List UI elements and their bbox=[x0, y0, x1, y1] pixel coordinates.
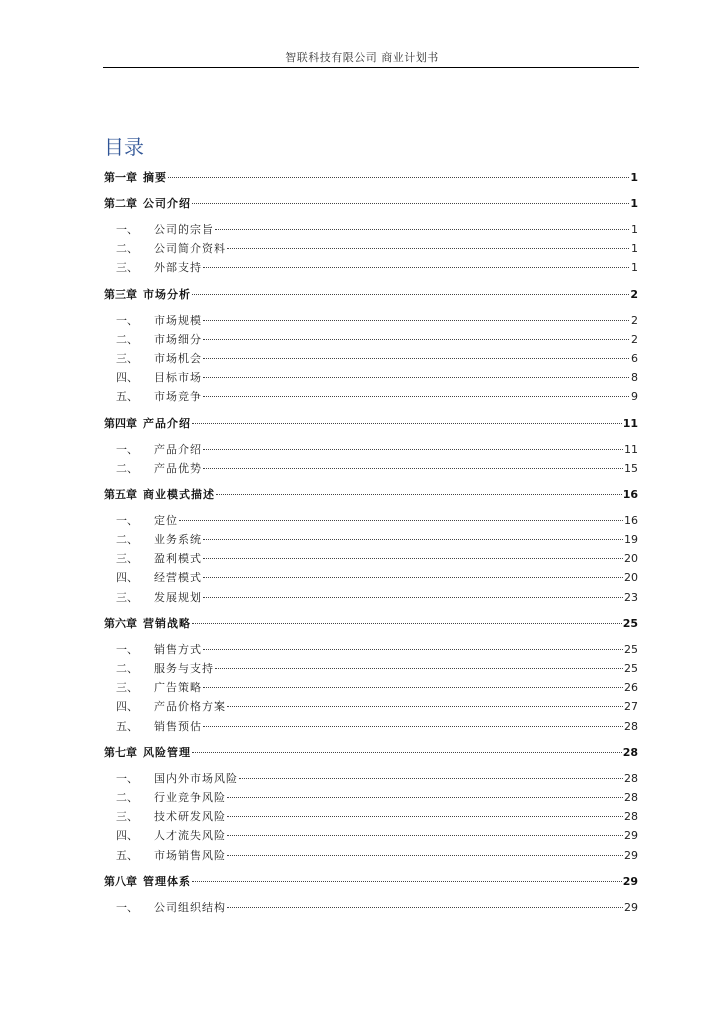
table-of-contents bbox=[104, 168, 638, 917]
section-page-number: 1 bbox=[631, 223, 638, 236]
toc-section-entry[interactable] bbox=[104, 846, 638, 865]
dot-leader bbox=[179, 520, 623, 521]
section-number: 二、 bbox=[116, 461, 138, 475]
section-number: 五、 bbox=[116, 848, 138, 862]
section-number: 四、 bbox=[116, 700, 138, 714]
toc-title: 目录 bbox=[104, 135, 144, 159]
dot-leader bbox=[227, 816, 623, 817]
dot-leader bbox=[227, 835, 623, 836]
chapter-title: 摘要 bbox=[143, 171, 167, 184]
section-title: 公司组织结构 bbox=[154, 900, 226, 914]
section-page-number: 20 bbox=[624, 571, 638, 585]
toc-section-entry[interactable] bbox=[104, 349, 638, 368]
section-title: 公司简介资料 bbox=[154, 242, 226, 256]
section-number: 三、 bbox=[116, 552, 138, 566]
chapter-page-number: 11 bbox=[622, 416, 638, 430]
section-page-number: 2 bbox=[631, 332, 638, 346]
chapter-number: 第四章 bbox=[104, 416, 137, 430]
section-number: 二、 bbox=[116, 662, 138, 675]
dot-leader bbox=[203, 449, 623, 450]
section-page-number: 25 bbox=[624, 642, 638, 656]
chapter-number: 第二章 bbox=[104, 197, 137, 210]
dot-leader bbox=[168, 177, 629, 178]
section-title: 服务与支持 bbox=[154, 662, 214, 675]
toc-section-entry[interactable] bbox=[104, 717, 638, 736]
chapter-page-number: 25 bbox=[622, 616, 638, 630]
dot-leader bbox=[192, 752, 622, 753]
section-title: 外部支持 bbox=[154, 261, 202, 275]
chapter-title: 商业模式描述 bbox=[143, 487, 215, 501]
section-title: 盈利模式 bbox=[154, 552, 202, 566]
section-number: 二、 bbox=[116, 242, 138, 256]
toc-chapter-entry[interactable] bbox=[104, 872, 638, 891]
toc-section-entry[interactable] bbox=[104, 568, 638, 587]
dot-leader bbox=[192, 203, 629, 204]
section-page-number: 8 bbox=[631, 371, 638, 385]
section-title: 产品介绍 bbox=[154, 442, 202, 456]
section-number: 一、 bbox=[116, 513, 138, 527]
dot-leader bbox=[216, 494, 622, 495]
dot-leader bbox=[192, 881, 622, 882]
dot-leader bbox=[203, 597, 623, 598]
section-number: 三、 bbox=[116, 810, 138, 824]
chapter-page-number: 29 bbox=[622, 874, 638, 888]
chapter-title: 公司介绍 bbox=[143, 197, 191, 210]
toc-section-entry[interactable] bbox=[104, 826, 638, 845]
section-number: 一、 bbox=[116, 642, 138, 656]
section-title: 市场竞争 bbox=[154, 390, 202, 404]
dot-leader bbox=[192, 423, 622, 424]
toc-section-entry[interactable] bbox=[104, 258, 638, 277]
section-title: 发展规划 bbox=[154, 590, 202, 604]
section-title: 业务系统 bbox=[154, 533, 202, 547]
dot-leader bbox=[203, 577, 623, 578]
section-page-number: 29 bbox=[624, 848, 638, 862]
toc-section-entry[interactable] bbox=[104, 549, 638, 568]
section-number: 四、 bbox=[116, 829, 138, 843]
dot-leader bbox=[203, 358, 629, 359]
section-number: 二、 bbox=[116, 533, 138, 547]
section-number: 三、 bbox=[116, 351, 138, 365]
toc-section-entry[interactable] bbox=[104, 368, 638, 387]
chapter-page-number: 1 bbox=[630, 171, 638, 184]
toc-section-entry[interactable] bbox=[104, 511, 638, 530]
section-title: 经营模式 bbox=[154, 571, 202, 585]
dot-leader bbox=[203, 726, 623, 727]
chapter-number: 第三章 bbox=[104, 287, 137, 301]
section-number: 三、 bbox=[116, 590, 138, 604]
dot-leader bbox=[192, 623, 622, 624]
section-number: 一、 bbox=[116, 771, 138, 785]
section-number: 一、 bbox=[116, 900, 138, 914]
chapter-page-number: 1 bbox=[630, 197, 638, 210]
section-page-number: 26 bbox=[624, 681, 638, 695]
toc-chapter-entry[interactable] bbox=[104, 485, 638, 504]
dot-leader bbox=[215, 229, 629, 230]
section-page-number: 23 bbox=[624, 590, 638, 604]
toc-section-entry[interactable] bbox=[104, 530, 638, 549]
toc-chapter-entry[interactable] bbox=[104, 194, 638, 213]
toc-section-entry[interactable] bbox=[104, 330, 638, 349]
section-number: 二、 bbox=[116, 332, 138, 346]
chapter-title: 市场分析 bbox=[143, 287, 191, 301]
section-title: 市场细分 bbox=[154, 332, 202, 346]
dot-leader bbox=[203, 267, 629, 268]
section-number: 三、 bbox=[116, 681, 138, 695]
section-number: 五、 bbox=[116, 719, 138, 733]
chapter-number: 第六章 bbox=[104, 616, 137, 630]
dot-leader bbox=[203, 539, 623, 540]
toc-section-entry[interactable] bbox=[104, 640, 638, 659]
toc-section-entry[interactable] bbox=[104, 697, 638, 716]
section-page-number: 28 bbox=[624, 771, 638, 785]
chapter-title: 管理体系 bbox=[143, 874, 191, 888]
chapter-number: 第一章 bbox=[104, 171, 137, 184]
section-number: 二、 bbox=[116, 790, 138, 804]
section-title: 人才流失风险 bbox=[154, 829, 226, 843]
chapter-title: 产品介绍 bbox=[143, 416, 191, 430]
toc-section-entry[interactable] bbox=[104, 220, 638, 239]
toc-section-entry[interactable] bbox=[104, 588, 638, 607]
toc-section-entry[interactable] bbox=[104, 239, 638, 258]
section-page-number: 9 bbox=[631, 390, 638, 404]
toc-chapter-entry[interactable] bbox=[104, 743, 638, 762]
section-page-number: 25 bbox=[624, 662, 638, 675]
chapter-title: 营销战略 bbox=[143, 616, 191, 630]
dot-leader bbox=[203, 396, 629, 397]
dot-leader bbox=[203, 320, 629, 321]
toc-section-entry[interactable] bbox=[104, 659, 638, 678]
toc-section-entry[interactable] bbox=[104, 459, 638, 478]
dot-leader bbox=[203, 687, 623, 688]
section-number: 一、 bbox=[116, 223, 138, 236]
toc-chapter-entry[interactable] bbox=[104, 414, 638, 433]
chapter-page-number: 16 bbox=[622, 487, 638, 501]
section-title: 产品优势 bbox=[154, 461, 202, 475]
toc-chapter-entry[interactable] bbox=[104, 614, 638, 633]
dot-leader bbox=[203, 558, 623, 559]
section-page-number: 1 bbox=[631, 261, 638, 275]
section-title: 国内外市场风险 bbox=[154, 771, 238, 785]
toc-chapter-entry[interactable] bbox=[104, 285, 638, 304]
toc-section-entry[interactable] bbox=[104, 807, 638, 826]
section-number: 四、 bbox=[116, 371, 138, 385]
section-page-number: 27 bbox=[624, 700, 638, 714]
toc-section-entry[interactable] bbox=[104, 387, 638, 406]
section-title: 定位 bbox=[154, 513, 178, 527]
section-page-number: 28 bbox=[624, 790, 638, 804]
toc-chapter-entry[interactable] bbox=[104, 168, 638, 187]
section-page-number: 15 bbox=[624, 461, 638, 475]
toc-section-entry[interactable] bbox=[104, 440, 638, 459]
section-page-number: 6 bbox=[631, 351, 638, 365]
dot-leader bbox=[227, 907, 623, 908]
toc-section-entry[interactable] bbox=[104, 769, 638, 788]
toc-section-entry[interactable] bbox=[104, 788, 638, 807]
section-page-number: 16 bbox=[624, 513, 638, 527]
toc-section-entry[interactable] bbox=[104, 678, 638, 697]
section-title: 产品价格方案 bbox=[154, 700, 226, 714]
dot-leader bbox=[203, 649, 623, 650]
dot-leader bbox=[227, 855, 623, 856]
dot-leader bbox=[227, 797, 623, 798]
section-title: 公司的宗旨 bbox=[154, 223, 214, 236]
section-title: 销售预估 bbox=[154, 719, 202, 733]
section-page-number: 28 bbox=[624, 719, 638, 733]
chapter-number: 第八章 bbox=[104, 874, 137, 888]
chapter-page-number: 28 bbox=[622, 745, 638, 759]
section-number: 一、 bbox=[116, 442, 138, 456]
section-title: 技术研发风险 bbox=[154, 810, 226, 824]
section-title: 目标市场 bbox=[154, 371, 202, 385]
section-number: 三、 bbox=[116, 261, 138, 275]
section-page-number: 2 bbox=[631, 313, 638, 327]
chapter-page-number: 2 bbox=[630, 287, 638, 301]
section-number: 四、 bbox=[116, 571, 138, 585]
section-page-number: 19 bbox=[624, 533, 638, 547]
section-page-number: 11 bbox=[624, 442, 638, 456]
dot-leader bbox=[203, 377, 629, 378]
section-title: 市场销售风险 bbox=[154, 848, 226, 862]
section-title: 市场机会 bbox=[154, 351, 202, 365]
section-number: 五、 bbox=[116, 390, 138, 404]
dot-leader bbox=[239, 778, 623, 779]
dot-leader bbox=[203, 468, 623, 469]
chapter-number: 第七章 bbox=[104, 745, 137, 759]
section-title: 销售方式 bbox=[154, 642, 202, 656]
dot-leader bbox=[192, 294, 629, 295]
section-page-number: 29 bbox=[624, 829, 638, 843]
header-rule bbox=[103, 67, 639, 68]
section-title: 行业竞争风险 bbox=[154, 790, 226, 804]
dot-leader bbox=[215, 668, 623, 669]
dot-leader bbox=[203, 339, 629, 340]
toc-section-entry[interactable] bbox=[104, 311, 638, 330]
section-title: 广告策略 bbox=[154, 681, 202, 695]
dot-leader bbox=[227, 248, 629, 249]
section-number: 一、 bbox=[116, 313, 138, 327]
chapter-title: 风险管理 bbox=[143, 745, 191, 759]
dot-leader bbox=[227, 706, 623, 707]
toc-section-entry[interactable] bbox=[104, 898, 638, 917]
section-page-number: 29 bbox=[624, 900, 638, 914]
section-page-number: 28 bbox=[624, 810, 638, 824]
page-header: 智联科技有限公司 商业计划书 bbox=[285, 51, 439, 64]
section-page-number: 1 bbox=[631, 242, 638, 256]
section-title: 市场规模 bbox=[154, 313, 202, 327]
chapter-number: 第五章 bbox=[104, 487, 137, 501]
section-page-number: 20 bbox=[624, 552, 638, 566]
